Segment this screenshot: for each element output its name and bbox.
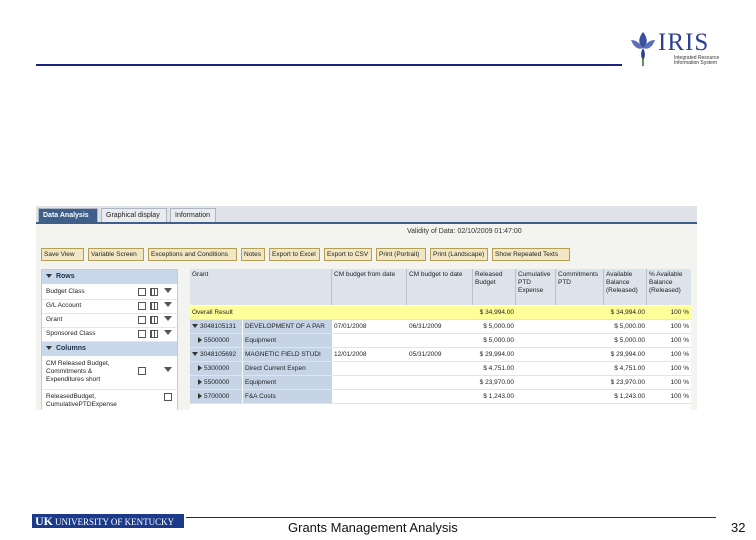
grid-cell-available: $ 4,751.00	[614, 365, 645, 372]
grid-cell-gl-name: Direct Current Expen	[243, 362, 332, 375]
grid-cell-from-date: 07/01/2008	[334, 323, 367, 330]
rows-label: Rows	[55, 273, 75, 280]
report-grid	[190, 269, 691, 410]
show-repeated-texts-button[interactable]: Show Repeated Texts	[492, 248, 570, 261]
grid-cell-gl-account[interactable]	[190, 390, 242, 403]
filter-value-icon[interactable]	[138, 316, 146, 324]
table-row	[190, 348, 691, 362]
uk-logo-text: UNIVERSITY OF KENTUCKY	[55, 517, 175, 527]
gl-account-id: 5300000	[204, 365, 230, 372]
filter-icon[interactable]	[164, 316, 172, 324]
expand-icon	[46, 346, 52, 350]
grid-header-pct-available[interactable]: % Available Balance (Released)	[649, 271, 683, 294]
nav-row-gl-account[interactable]	[42, 299, 177, 314]
grid-cell-gl-name: Equipment	[243, 376, 332, 389]
grid-header-cumulative-ptd[interactable]: Cumulative PTD Expense	[516, 269, 556, 305]
validity-date: Validity of Data: 02/10/2009 01:47:00	[407, 228, 522, 235]
grid-cell-gl-account[interactable]	[190, 376, 242, 389]
nav-column-cm-budget[interactable]	[42, 357, 177, 390]
iris-flower-icon	[628, 28, 658, 66]
sort-icon[interactable]	[138, 367, 146, 375]
grid-cell-released: $ 5,000.00	[483, 337, 514, 344]
iris-logo	[628, 28, 724, 70]
nav-row-label: Budget Class	[46, 288, 85, 295]
grid-header-to-date[interactable]: CM budget to date	[407, 269, 473, 305]
page-number: 32	[731, 520, 746, 535]
grid-cell-grant-name: MAGNETIC FIELD STUDI	[243, 348, 332, 361]
grid-cell-grant: Overall Result	[192, 309, 233, 316]
iris-subtitle	[674, 56, 719, 66]
hierarchy-icon[interactable]	[150, 316, 158, 324]
tab-information[interactable]: Information	[170, 208, 216, 222]
collapse-icon[interactable]	[192, 352, 198, 356]
nav-row-label: Sponsored Class	[46, 330, 96, 337]
filter-value-icon[interactable]	[164, 393, 172, 401]
grid-cell-released: $ 34,994.00	[479, 309, 514, 316]
sap-report-screenshot	[36, 206, 697, 410]
grid-header-grant[interactable]: Grant	[190, 269, 332, 305]
grid-cell-gl-name: F&A Costs	[243, 390, 332, 403]
expand-icon[interactable]	[198, 365, 202, 371]
print-landscape-button[interactable]: Print (Landscape)	[430, 248, 488, 261]
filter-value-icon[interactable]	[138, 288, 146, 296]
grid-cell-pct: 100 %	[670, 379, 689, 386]
grid-cell-gl-account[interactable]	[190, 334, 242, 347]
grid-cell-released: $ 23,970.00	[479, 379, 514, 386]
hierarchy-icon[interactable]	[150, 288, 158, 296]
nav-column-label: CM Released Budget, Commitments & Expenditures short	[46, 360, 110, 383]
iris-wordmark: IRIS	[658, 29, 710, 56]
grid-header-commitments[interactable]: Commitments PTD	[556, 269, 604, 305]
grid-cell-released: $ 4,751.00	[483, 365, 514, 372]
hierarchy-icon[interactable]	[150, 330, 158, 338]
expand-icon[interactable]	[198, 379, 202, 385]
uk-logo	[32, 514, 184, 528]
table-row	[190, 320, 691, 334]
nav-column-released-budget[interactable]	[42, 390, 177, 410]
expand-icon	[46, 274, 52, 278]
export-excel-button[interactable]: Export to Excel	[269, 248, 320, 261]
footer-title: Grants Management Analysis	[288, 520, 458, 535]
grid-cell-released: $ 1,243.00	[483, 393, 514, 400]
grant-id: 3048105131	[200, 323, 237, 330]
grid-cell-gl-account[interactable]	[190, 362, 242, 375]
filter-icon[interactable]	[164, 330, 172, 338]
nav-row-sponsored-class[interactable]	[42, 327, 177, 342]
gl-account-id: 5500000	[204, 379, 230, 386]
navigation-panel	[41, 269, 178, 410]
rows-section-header[interactable]	[42, 270, 177, 284]
grid-header-available-balance[interactable]: Available Balance (Released)	[604, 269, 647, 305]
export-csv-button[interactable]: Export to CSV	[324, 248, 372, 261]
save-view-button[interactable]: Save View	[41, 248, 84, 261]
table-row-overall	[190, 306, 691, 320]
expand-icon[interactable]	[198, 393, 202, 399]
grid-cell-available: $ 34,994.00	[610, 309, 645, 316]
grid-cell-released: $ 5,000.00	[483, 323, 514, 330]
columns-section-header[interactable]	[42, 342, 177, 356]
grid-cell-pct: 100 %	[670, 365, 689, 372]
grid-cell-gl-name: Equipment	[243, 334, 332, 347]
grid-cell-available: $ 23,970.00	[610, 379, 645, 386]
uk-logo-short: UK	[35, 514, 53, 528]
filter-value-icon[interactable]	[138, 302, 146, 310]
grid-cell-to-date: 05/31/2009	[409, 351, 442, 358]
grid-cell-grant-id[interactable]	[190, 348, 242, 361]
grid-cell-from-date: 12/01/2008	[334, 351, 367, 358]
filter-icon[interactable]	[164, 302, 172, 310]
columns-label: Columns	[55, 345, 86, 352]
grid-cell-available: $ 5,000.00	[614, 323, 645, 330]
hierarchy-icon[interactable]	[150, 302, 158, 310]
tab-data-analysis[interactable]: Data Analysis	[38, 208, 98, 222]
gl-account-id: 5500000	[204, 337, 230, 344]
title-divider	[36, 64, 622, 66]
grid-cell-pct: 100 %	[670, 323, 689, 330]
grid-cell-released: $ 29,994.00	[479, 351, 514, 358]
grid-header-from-date[interactable]: CM budget from date	[332, 269, 407, 305]
nav-column-label: ReleasedBudget, CumulativePTDExpense	[46, 393, 117, 408]
nav-row-budget-class[interactable]	[42, 285, 177, 300]
nav-row-label: Grant	[46, 316, 63, 323]
gl-account-id: 5700000	[204, 393, 230, 400]
print-portrait-button[interactable]: Print (Portrait)	[376, 248, 426, 261]
expand-icon[interactable]	[198, 337, 202, 343]
tab-graphical-display[interactable]: Graphical display	[101, 208, 167, 222]
table-row	[190, 390, 691, 404]
grid-cell-available: $ 5,000.00	[614, 337, 645, 344]
exceptions-conditions-button[interactable]: Exceptions and Conditions	[148, 248, 237, 261]
notes-button[interactable]: Notes	[241, 248, 265, 261]
grid-cell-available: $ 29,994.00	[610, 351, 645, 358]
grant-id: 3048105692	[200, 351, 237, 358]
grid-cell-pct: 100 %	[670, 393, 689, 400]
iris-subtitle-line: Information System	[674, 60, 718, 66]
table-row	[190, 376, 691, 390]
tab-strip	[36, 206, 697, 224]
nav-row-grant[interactable]	[42, 313, 177, 328]
grid-cell-grant-name: DEVELOPMENT OF A PAR	[243, 320, 332, 333]
grid-header-released-budget[interactable]: Released Budget	[473, 269, 516, 305]
filter-icon[interactable]	[164, 288, 172, 296]
variable-screen-button[interactable]: Variable Screen	[88, 248, 144, 261]
grid-cell-to-date: 06/31/2009	[409, 323, 442, 330]
table-row	[190, 334, 691, 348]
report-toolbar	[36, 248, 697, 262]
collapse-icon[interactable]	[192, 324, 198, 328]
iris-subtitle-line: Integrated Resource	[674, 55, 720, 61]
footer-divider	[186, 517, 716, 518]
grid-header-row	[190, 269, 691, 305]
grid-cell-pct: 100 %	[670, 309, 689, 316]
grid-cell-grant-id[interactable]	[190, 320, 242, 333]
grid-cell-pct: 100 %	[670, 351, 689, 358]
nav-row-label: G/L Account	[46, 302, 82, 309]
grid-cell-pct: 100 %	[670, 337, 689, 344]
filter-icon[interactable]	[164, 367, 172, 375]
filter-value-icon[interactable]	[138, 330, 146, 338]
table-row	[190, 362, 691, 376]
grid-cell-available: $ 1,243.00	[614, 393, 645, 400]
